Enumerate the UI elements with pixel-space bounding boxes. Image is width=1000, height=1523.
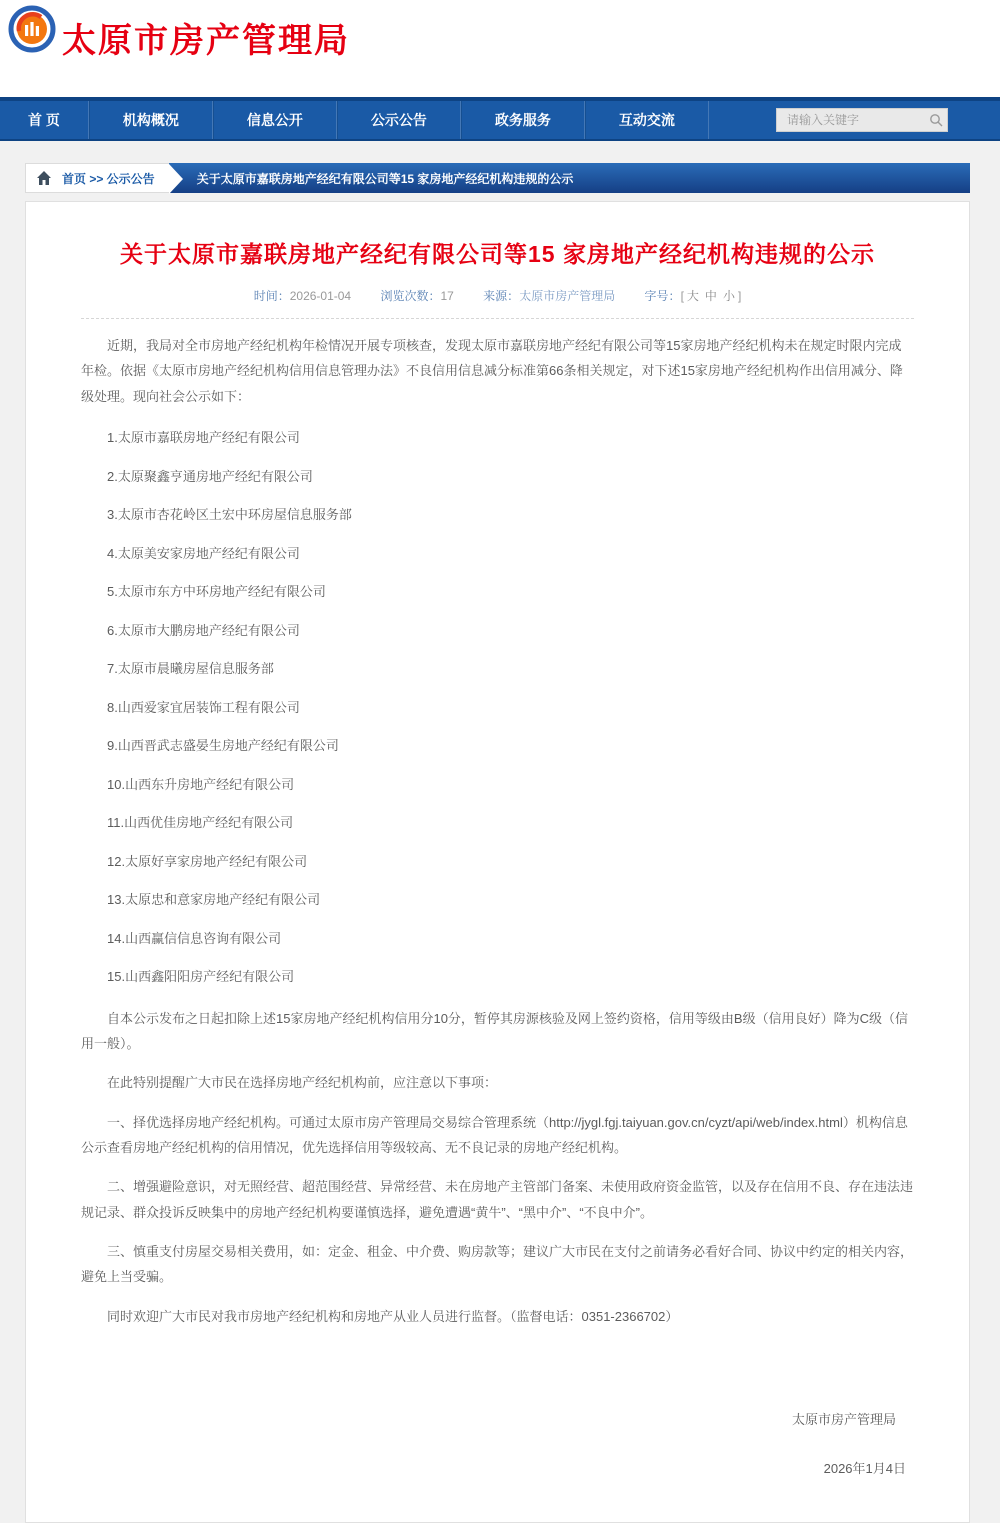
company-item: 9.山西晋武志盛晏生房地产经纪有限公司 <box>107 738 339 754</box>
company-item: 5.太原市东方中环房地产经纪有限公司 <box>107 584 326 600</box>
nav-item-interaction[interactable]: 互动交流 <box>585 101 709 139</box>
point2-paragraph: 二、增强避险意识，对无照经营、超范围经营、异常经营、未在房地产主管部门备案、未使用政府资金监管，以及存在信用不良、存在违法违规记录、群众投诉反映集中的房地产经纪机构要谨慎选择，避免遭遇“黄牛”、“黑中介”、“不良中介”。 <box>81 1179 914 1220</box>
company-item: 4.太原美安家房地产经纪有限公司 <box>107 545 300 561</box>
home-icon[interactable] <box>36 170 52 186</box>
breadcrumb-current: 关于太原市嘉联房地产经纪有限公司等15 家房地产经纪机构违规的公示 <box>196 171 574 186</box>
company-item: 14.山西赢信信息咨询有限公司 <box>107 930 282 946</box>
breadcrumb-area <box>0 141 1000 193</box>
company-item: 10.山西东升房地产经纪有限公司 <box>107 776 295 792</box>
meta-views-value: 17 <box>440 289 454 303</box>
point1-paragraph: 一、择优选择房地产经纪机构。可通过太原市房产管理局交易综合管理系统（http://jygl.fgj.taiyuan.gov.cn/cyzt/api/web/index.html）机构信息公示查看房地产经纪机构的信用情况，优先选择信用等级较高、无不良记录的房地产经纪机构。 <box>81 1114 908 1155</box>
company-item: 15.山西鑫阳阳房产经纪有限公司 <box>107 969 295 985</box>
meta-views-label: 浏览次数： <box>380 289 441 303</box>
meta-source-label: 来源： <box>483 289 520 303</box>
signature-block <box>81 1407 914 1482</box>
point3-paragraph: 三、慎重支付房屋交易相关费用，如：定金、租金、中介费、购房款等；建议广大市民在支付之前请务必看好合同、协议中约定的相关内容，避免上当受骗。 <box>81 1243 914 1285</box>
nav-item-overview[interactable]: 机构概况 <box>89 101 213 139</box>
site-logo-icon[interactable] <box>8 5 56 53</box>
supervision-paragraph: 同时欢迎广大市民对我市房地产经纪机构和房地产从业人员进行监督。（监督电话：0351-2366702） <box>107 1308 679 1324</box>
company-item: 8.山西爱家宜居装饰工程有限公司 <box>107 699 300 715</box>
nav-item-announcements[interactable]: 公示公告 <box>337 101 461 139</box>
company-item: 6.太原市大鹏房地产经纪有限公司 <box>107 622 300 638</box>
nav-item-home[interactable]: 首 页 <box>0 101 89 139</box>
nav-item-services[interactable]: 政务服务 <box>461 101 585 139</box>
company-item: 13.太原忠和意家房地产经纪有限公司 <box>107 892 321 908</box>
article-container <box>25 201 970 1523</box>
site-header <box>0 0 1000 97</box>
signature-date: 2026年1月4日 <box>823 1461 906 1477</box>
breadcrumb-path[interactable]: 首页 >> 公示公告 <box>62 171 155 186</box>
company-item: 11.山西优佳房地产经纪有限公司 <box>107 815 294 831</box>
company-item: 3.太原市杏花岭区土宏中环房屋信息服务部 <box>107 507 352 523</box>
company-item: 12.太原好享家房地产经纪有限公司 <box>107 853 308 869</box>
search-input[interactable] <box>785 112 929 128</box>
company-item: 2.太原聚鑫亨通房地产经纪有限公司 <box>107 468 313 484</box>
bracket-open: [ <box>680 289 684 303</box>
article-title: 关于太原市嘉联房地产经纪有限公司等15 家房地产经纪机构违规的公示 <box>120 241 875 267</box>
fontsize-small-button[interactable]: 小 <box>722 289 735 303</box>
meta-source-value: 太原市房产管理局 <box>519 289 616 303</box>
fontsize-large-button[interactable]: 大 <box>686 289 699 303</box>
bracket-close: ] <box>737 289 742 303</box>
article-meta <box>81 287 914 319</box>
fontsize-medium-button[interactable]: 中 <box>704 289 717 303</box>
nav-search <box>776 101 948 139</box>
meta-fontsize-label: 字号： <box>644 289 681 303</box>
signature-org: 太原市房产管理局 <box>791 1411 896 1427</box>
article-body <box>81 333 914 1482</box>
breadcrumb <box>25 163 970 193</box>
content-wrap <box>0 193 1000 1523</box>
site-title: 太原市房产管理局 <box>62 22 350 60</box>
deduction-paragraph: 自本公示发布之日起扣除上述15家房地产经纪机构信用分10分，暂停其房源核验及网上签约资格，信用等级由B级（信用良好）降为C级（信用一般）。 <box>81 1010 908 1051</box>
search-box <box>776 108 948 132</box>
company-item: 1.太原市嘉联房地产经纪有限公司 <box>107 430 300 446</box>
nav-item-info-disclosure[interactable]: 信息公开 <box>213 101 337 139</box>
meta-time-value: 2026-01-04 <box>289 289 352 303</box>
reminder-paragraph: 在此特别提醒广大市民在选择房地产经纪机构前，应注意以下事项： <box>107 1075 498 1091</box>
meta-time-label: 时间： <box>253 289 290 303</box>
breadcrumb-left <box>25 163 169 193</box>
intro-paragraph: 近期，我局对全市房地产经纪机构年检情况开展专项核查，发现太原市嘉联房地产经纪有限公司等15家房地产经纪机构未在规定时限内完成年检。依据《太原市房地产经纪机构信用信息管理办法》不良信用信息减分标准第66条相关规定，对下述15家房地产经纪机构作出信用减分、降级处理。现向社会公示如下： <box>81 338 903 404</box>
search-icon[interactable] <box>929 113 943 127</box>
company-item: 7.太原市晨曦房屋信息服务部 <box>107 661 274 677</box>
main-nav <box>0 97 1000 141</box>
